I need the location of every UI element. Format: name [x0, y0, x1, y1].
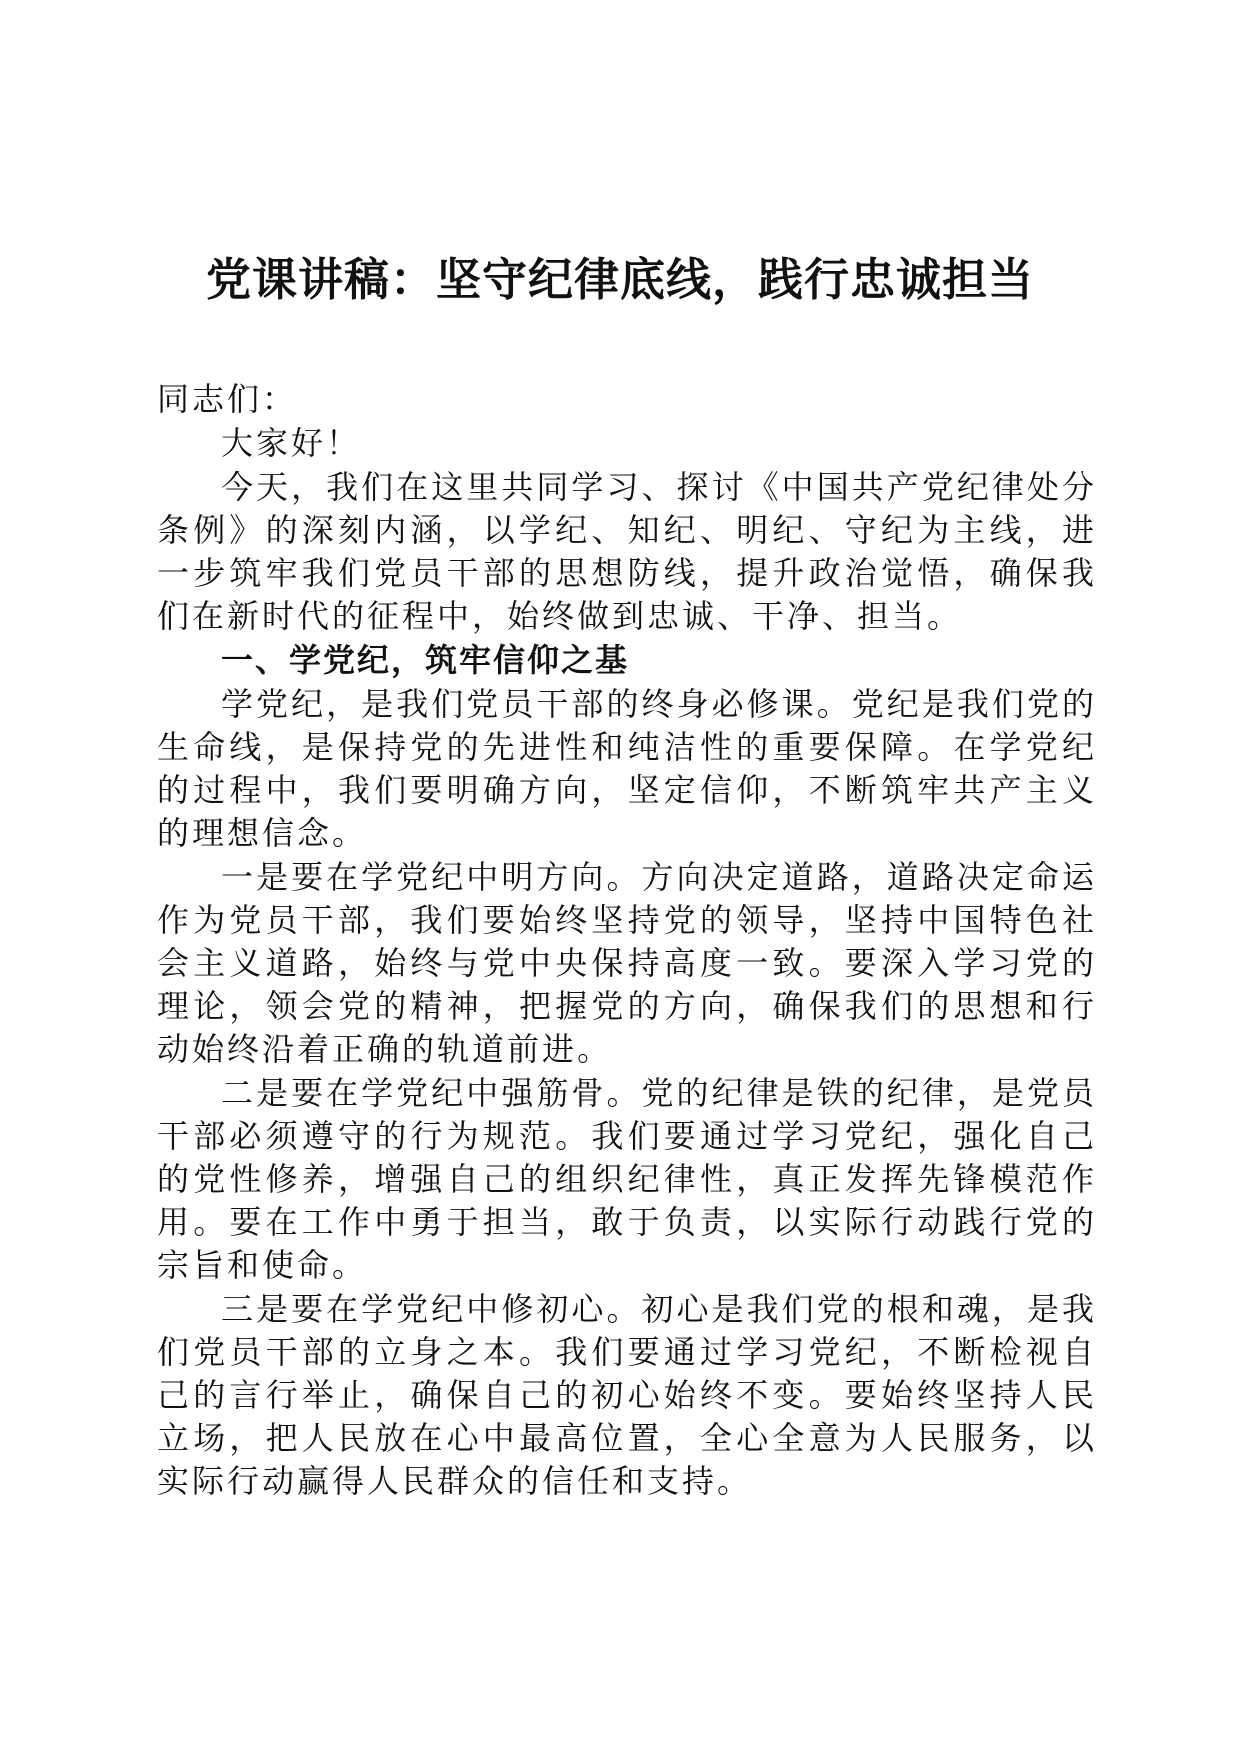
point2-paragraph: 二是要在学党纪中强筋骨。党的纪律是铁的纪律，是党员干部必须遵守的行为规范。我们要通过学习党纪，强化自己的党性修养，增强自己的组织纪律性，真正发挥先锋模范作用。要在工作中勇于担当，敢于负责，以实际行动践行党的宗旨和使命。 — [157, 1074, 1097, 1284]
section-heading-1: 一、学党纪，筑牢信仰之基 — [221, 641, 630, 679]
point3-paragraph: 三是要在学党纪中修初心。初心是我们党的根和魂，是我们党员干部的立身之本。我们要通过学习党纪，不断检视自己的言行举止，确保自己的初心始终不变。要始终坚持人民立场，把人民放在心中最高位置，全心全意为人民服务，以实际行动赢得人民群众的信任和支持。 — [157, 1290, 1097, 1500]
intro-paragraph: 今天，我们在这里共同学习、探讨《中国共产党纪律处分条例》的深刻内涵，以学纪、知纪、明纪、守纪为主线，进一步筑牢我们党员干部的思想防线，提升政治觉悟，确保我们在新时代的征程中，始终做到忠诚、干净、担当。 — [157, 468, 1097, 635]
document-title: 党课讲稿：坚守纪律底线，践行忠诚担当 — [205, 253, 1034, 306]
document-body — [157, 378, 1097, 1504]
salutation: 同志们： — [157, 380, 298, 418]
point1-paragraph: 一是要在学党纪中明方向。方向决定道路，道路决定命运作为党员干部，我们要始终坚持党的领导，坚持中国特色社会主义道路，始终与党中央保持高度一致。要深入学习党的理论，领会党的精神，把握党的方向，确保我们的思想和行动始终沿着正确的轨道前进。 — [157, 858, 1097, 1068]
greeting: 大家好！ — [221, 424, 362, 462]
section1-intro-paragraph: 学党纪，是我们党员干部的终身必修课。党纪是我们党的生命线，是保持党的先进性和纯洁性的重要保障。在学党纪的过程中，我们要明确方向，坚定信仰，不断筑牢共产主义的理想信念。 — [157, 685, 1097, 852]
